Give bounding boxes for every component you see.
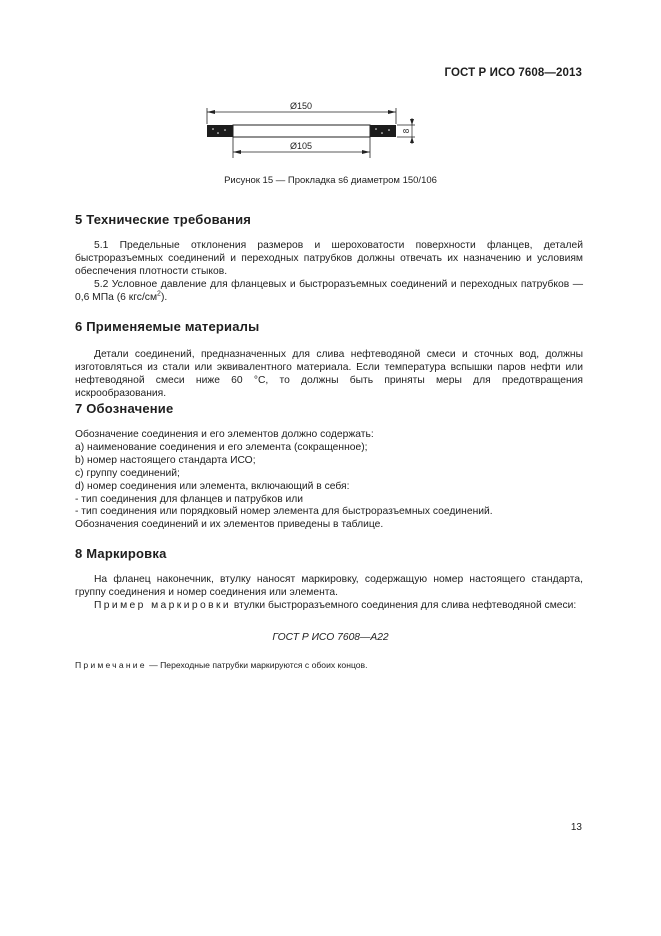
designation-line: d) номер соединения или элемента, включающий в себя: [75,480,350,492]
section-7-body [75,429,583,532]
section-8-body [75,574,583,613]
gasket-drawing [200,100,422,162]
outer-diameter-label: Ø150 [289,101,313,111]
note-label: Примечание [75,660,147,670]
designation-line: Обозначение соединения и его элементов должно содержать: [75,429,374,440]
designation-line: c) группу соединений; [75,467,180,479]
designation-line: b) номер настоящего стандарта ИСО; [75,454,256,466]
designation-line: - тип соединения или порядковый номер элемента для быстроразъемных соединений. [75,506,493,518]
section-6-heading: 6 Применяемые материалы [75,319,260,334]
designation-line: Обозначения соединений и их элементов приведены в таблице. [75,519,384,531]
clause-5-1: 5.1 Предельные отклонения размеров и шероховатости поверхности фланцев, деталей быстроразъемных соединений и переходных патрубков должны отвечать их назначению и условиям обеспечения плотности стыков. [75,240,583,277]
section-7-heading: 7 Обозначение [75,401,174,416]
inner-dim-arrow-right [362,150,370,154]
section-8-heading: 8 Маркировка [75,546,167,561]
designation-line: a) наименование соединения и его элемента (сокращенное); [75,441,368,453]
thk-arrow-top [410,119,414,125]
thickness-label: 8 [402,128,411,134]
thk-arrow-bottom [410,137,414,143]
example-intro-text: втулки быстроразъемного соединения для слива нефтеводяной смеси: [233,599,577,611]
inner-dim-arrow-left [233,150,241,154]
clause-5-2-text: 5.2 Условное давление для фланцевых и быстроразъемных соединений и переходных патрубков — 0,6 МПа (6 кгс/см [75,278,583,303]
marking-example: ГОСТ Р ИСО 7608—А22 [272,632,389,643]
outer-dim-arrow-right [388,110,396,114]
designation-line: - тип соединения для фланцев и патрубков или [75,493,304,505]
marking-paragraph: На фланец наконечник, втулку наносят маркировку, содержащую номер настоящего стандарта, группу соединения и номер соединения или элемента. [75,574,583,598]
gasket-right-section [370,125,396,137]
page-number: 13 [570,822,582,833]
section-6-paragraph: Детали соединений, предназначенных для слива нефтеводяной смеси и сточных вод, должны изготовляться из стали или эквивалентного материала. Если температура вспышки паров нефти или нефтеводяной смеси ниже 60 °С, то должны быть приняты меры для предотвращения искрообразования. [75,349,583,399]
section-5-body [75,240,583,305]
clause-5-2 [75,279,583,305]
clause-5-2-superscript: 2 [157,290,161,298]
outer-dim-arrow-left [207,110,215,114]
section-6-body [75,349,583,401]
section-5-heading: 5 Технические требования [75,212,252,227]
marking-example-intro [75,600,583,613]
document-header: ГОСТ Р ИСО 7608—2013 [444,67,582,79]
figure-caption: Рисунок 15 — Прокладка s6 диаметром 150/106 [224,175,437,186]
example-label: Пример маркировки [94,599,232,611]
inner-diameter-label: Ø105 [289,141,313,151]
gasket-left-section [207,125,233,137]
clause-5-2-end: ). [160,291,168,303]
note [75,660,368,670]
note-text: — Переходные патрубки маркируются с обоих концов. [149,660,368,670]
gasket-opening [233,125,370,137]
